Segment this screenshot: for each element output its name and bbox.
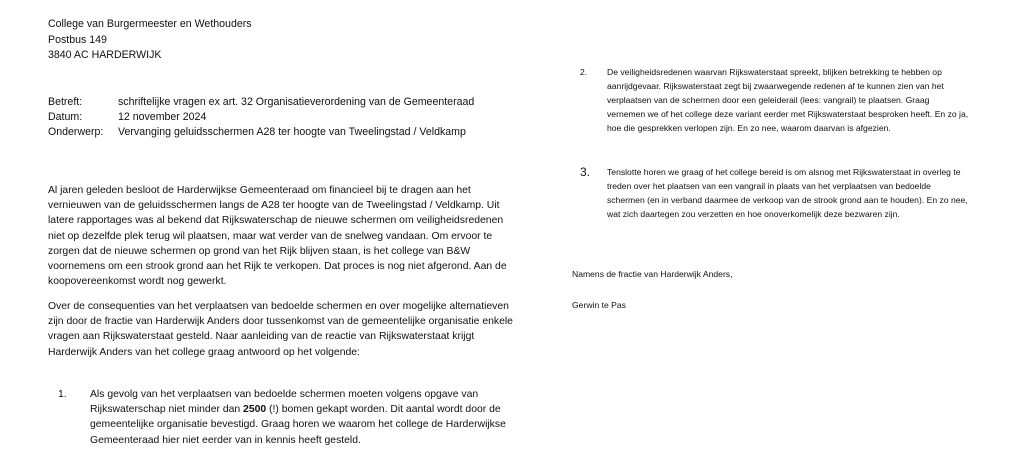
question-number: 3. bbox=[580, 165, 591, 179]
meta-betreft bbox=[48, 95, 474, 110]
meta-value: 12 november 2024 bbox=[118, 111, 207, 123]
question-3 bbox=[580, 165, 970, 221]
question-1 bbox=[58, 387, 508, 448]
signature-line: Namens de fractie van Harderwijk Anders, bbox=[572, 269, 733, 279]
address-line: College van Burgermeester en Wethouders bbox=[48, 18, 252, 30]
question-text: De veiligheidsredenen waarvan Rijkswaterstaat spreekt, blijken betrekking te hebben op aanrijdgevaar. Rijkswaterstaat zegt bij zwaarwegende redenen af te kunnen zien van het verplaatsen van de schermen door een geleiderail (lees: vangrail) te plaatsen. Graag vernemen we of het college deze variant eerder met Rijkswaterstaat besproken heeft. En zo ja, hoe die gesprekken verlopen zijn. En zo nee, waarom daarvan is afgezien. bbox=[607, 67, 969, 134]
recipient-address bbox=[48, 17, 252, 64]
meta-key: Datum: bbox=[48, 111, 83, 123]
question-highlight: 2500 bbox=[243, 404, 267, 416]
meta-datum bbox=[48, 110, 474, 125]
question-number: 1. bbox=[58, 389, 67, 400]
meta-value: schriftelijke vragen ex art. 32 Organisatieverordening van de Gemeenteraad bbox=[118, 96, 475, 108]
question-text bbox=[90, 387, 508, 448]
question-text-part: Als gevolg van het verplaatsen van bedoelde schermen moeten volgens opgave van Rijkswaterschap niet minder dan bbox=[90, 389, 479, 416]
intro-paragraph: Al jaren geleden besloot de Harderwijkse Gemeenteraad om financieel bij te dragen aan het vernieuwen van de geluidsschermen langs de A28 ter hoogte van de Tweelingstad / Veldkamp. Uit latere rapportages was al bekend dat Rijkswaterschap de nieuwe schermen om veiligheidsredenen niet op dezelfde plek terug wil plaatsen, maar wat verder van de snelweg vandaan. Om ervoor te zorgen dat de nieuwe schermen op grond van het Rijk blijven staan, is het college van B&W voornemens om een strook grond aan het Rijk te verkopen. Dat proces is nog niet afgerond. Aan de koopovereenkomst wordt nog gewerkt. bbox=[48, 185, 507, 288]
meta-value: Vervanging geluidsschermen A28 ter hoogte van Tweelingstad / Veldkamp bbox=[118, 126, 466, 138]
meta-key: Onderwerp: bbox=[48, 126, 104, 138]
question-text: Tenslotte horen we graag of het college bereid is om alsnog met Rijkswaterstaat in overleg te treden over het plaatsen van een vangrail in plaats van het verplaatsen van bedoelde schermen (en in verband daarmee de verkoop van de strook grond aan te houden). En zo nee, wat zich daartegen zou verzetten en hoe onoverkomelijk deze bezwaren zijn. bbox=[607, 167, 968, 220]
address-line: 3840 AC HARDERWIJK bbox=[48, 49, 162, 61]
question-number: 2. bbox=[580, 67, 588, 77]
meta-onderwerp bbox=[48, 125, 474, 140]
meta-key: Betreft: bbox=[48, 96, 83, 108]
question-text-part: (!) bomen gekapt worden. Dit aantal wordt door de gemeentelijke organisatie bevestigd. Graag horen we waarom het college de Harderwijkse Gemeenteraad hier niet eerder van in kennis heeft gesteld. bbox=[90, 404, 506, 446]
signature-name: Gerwin te Pas bbox=[572, 300, 626, 310]
context-paragraph: Over de consequenties van het verplaatsen van bedoelde schermen en over mogelijke alternatieven zijn door de fractie van Harderwijk Anders door tussenkomst van de gemeentelijke organisatie enkele vragen aan Rijkswaterstaat gesteld. Naar aanleiding van de reactie van Rijkswaterstaat krijgt Harderwijk Anders van het college graag antwoord op het volgende: bbox=[48, 301, 513, 358]
letter-meta bbox=[48, 95, 474, 140]
address-line: Postbus 149 bbox=[48, 33, 107, 46]
question-2 bbox=[580, 65, 970, 135]
